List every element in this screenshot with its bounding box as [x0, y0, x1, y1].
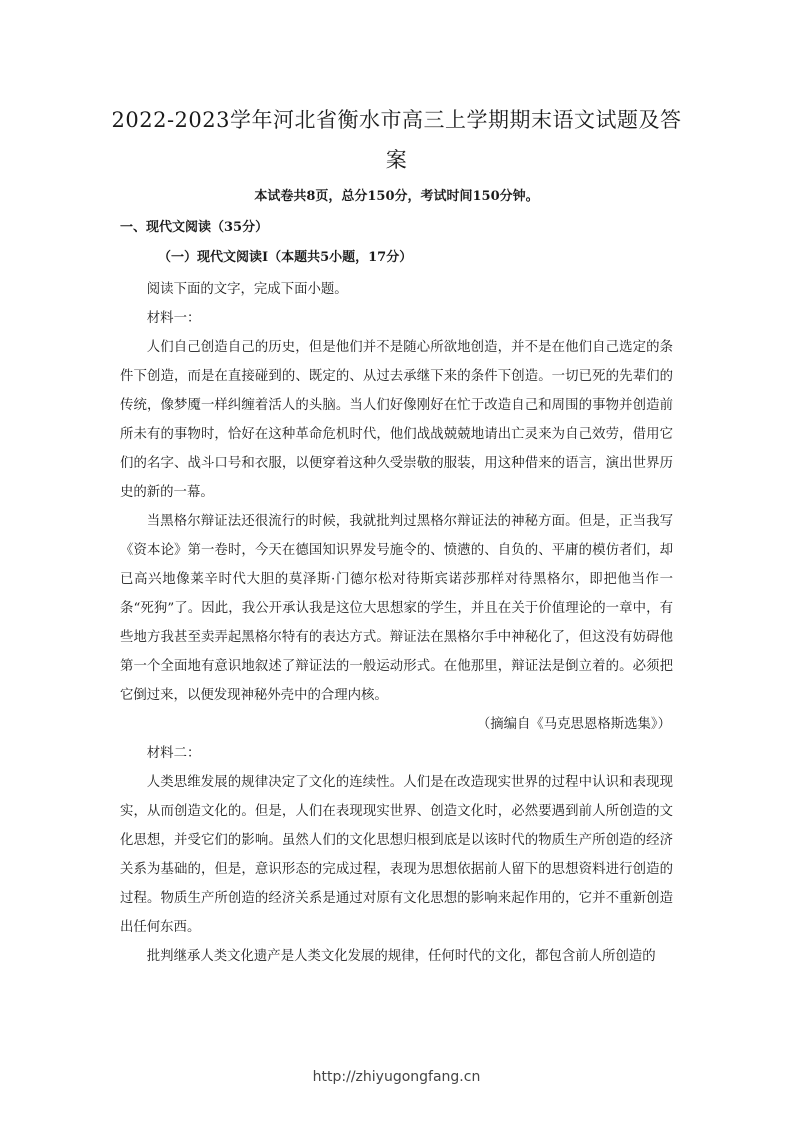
subsection-heading: （一）现代文阅读Ⅰ（本题共5小题，17分） [158, 250, 413, 265]
material-2-paragraph: 人类思维发展的规律决定了文化的连续性。人们是在改造现实世界的过程中认识和表现现实，从而创造文化的。但是，人们在表现现实世界、创造文化时，必然要遇到前人所创造的文化思想，并受它们的影响。虽然人们的文化思想归根到底是以该时代的物质生产所创造的经济关系为基础的，但是，意识形态的完成过程，表现为思想依据前人留下的思想资料进行创造的过程。物质生产所创造的经济关系是通过对原有文化思想的影响来起作用的，它并不重新创造出任何东西。 [120, 775, 673, 935]
material-2-paragraph: 批判继承人类文化遗产是人类文化发展的规律，任何时代的文化，都包含前人所创造的 [146, 949, 656, 964]
document-title: 2022-2023学年河北省衡水市高三上学期期末语文试题及答案 [111, 108, 682, 172]
footer-url: http://zhiyugongfang.cn [312, 1069, 481, 1085]
material-1-label: 材料一： [146, 311, 201, 326]
instruction-text: 阅读下面的文字，完成下面小题。 [146, 282, 348, 297]
document-body [120, 275, 673, 971]
material-1-paragraph: 当黑格尔辩证法还很流行的时候，我就批判过黑格尔辩证法的神秘方面。但是，正当我写《资本论》第一卷时，今天在德国知识界发号施令的、愤懑的、自负的、平庸的模仿者们，却已高兴地像莱辛时代大胆的莫泽斯·门德尔松对待斯宾诺莎那样对待黑格尔，即把他当作一条“死狗”了。因此，我公开承认我是这位大思想家的学生，并且在关于价值理论的一章中，有些地方我甚至卖弄起黑格尔特有的表达方式。辩证法在黑格尔手中神秘化了，但这没有妨碍他第一个全面地有意识地叙述了辩证法的一般运动形式。在他那里，辩证法是倒立着的。必须把它倒过来，以便发现神秘外壳中的合理内核。 [120, 514, 673, 703]
exam-info: 本试卷共8页，总分150分，考试时间150分钟。 [254, 189, 539, 204]
material-1-source: （摘编自《马克思恩格斯选集》） [476, 717, 671, 732]
section-heading: 一、现代文阅读（35分） [120, 220, 269, 235]
material-2-label: 材料二： [146, 746, 201, 761]
material-1-paragraph: 人们自己创造自己的历史，但是他们并不是随心所欲地创造，并不是在他们自己选定的条件下创造，而是在直接碰到的、既定的、从过去承继下来的条件下创造。一切已死的先辈们的传统，像梦魇一样纠缠着活人的头脑。当人们好像刚好在忙于改造自己和周围的事物并创造前所未有的事物时，恰好在这种革命危机时代，他们战战兢兢地请出亡灵来为自己效劳，借用它们的名字、战斗口号和衣服，以便穿着这种久受崇敬的服装，用这种借来的语言，演出世界历史的新的一幕。 [120, 340, 673, 500]
